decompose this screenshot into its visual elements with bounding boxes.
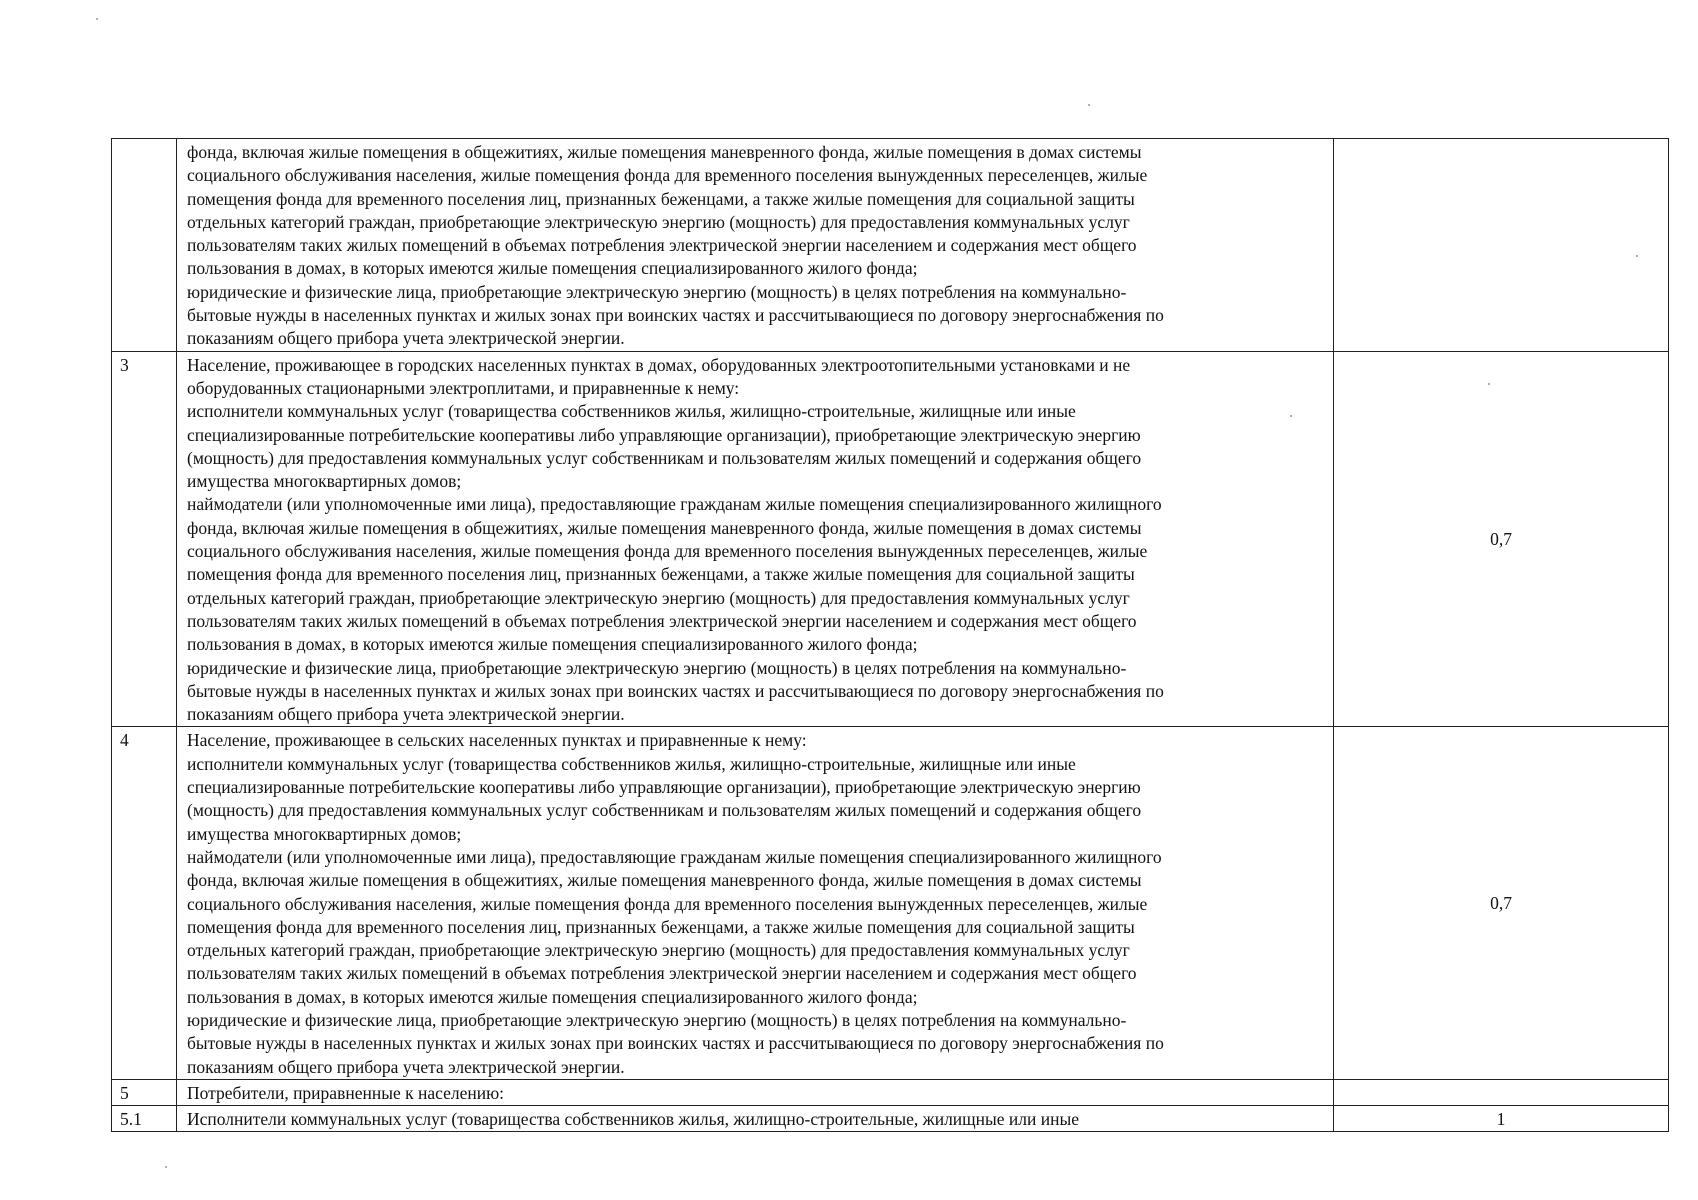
description-paragraph: фонда, включая жилые помещения в общежитиях, жилые помещения маневренного фонда, жилые помещения в домах системы социального обслуживания населения, жилые помещения фонда для временного поселения вынужденных переселенцев, жилые помещения фонда для временного поселения лиц, признанных беженцами, а также жилые помещения для социальной защиты отдельных категорий граждан, приобретающие электрическую энергию (мощность) для предоставления коммунальных услуг пользователям таких жилых помещений в объемах потребления электрической энергии населением и содержания мест общего пользования в домах, в которых имеются жилые помещения специализированного жилого фонда; bbox=[187, 142, 1148, 279]
row-value bbox=[1334, 139, 1669, 352]
row-value: 0,7 bbox=[1334, 351, 1669, 727]
description-paragraph: исполнители коммунальных услуг (товарищества собственников жилья, жилищно-строительные, жилищные или иные специализированные потребительские кооперативы либо управляющие организации), приобретающие электрическую энергию (мощность) для предоставления коммунальных услуг собственникам и пользователям жилых помещений и содержания общего имущества многоквартирных домов; bbox=[187, 401, 1142, 492]
scan-speck bbox=[165, 1166, 167, 1168]
row-description bbox=[177, 1079, 1334, 1105]
row-value: 0,7 bbox=[1334, 727, 1669, 1079]
row-description bbox=[177, 1106, 1334, 1132]
row-number: 4 bbox=[112, 727, 177, 1079]
scan-speck bbox=[96, 18, 98, 20]
row-description bbox=[177, 727, 1334, 1079]
description-paragraph: Потребители, приравненные к населению: bbox=[187, 1082, 505, 1103]
row-number: 5 bbox=[112, 1079, 177, 1105]
table-row bbox=[112, 727, 1669, 1079]
description-paragraph: наймодатели (или уполномоченные ими лица), предоставляющие гражданам жилые помещения специализированного жилищного фонда, включая жилые помещения в общежитиях, жилые помещения маневренного фонда, жилые помещения в домах системы социального обслуживания населения, жилые помещения фонда для временного поселения вынужденных переселенцев, жилые помещения фонда для временного поселения лиц, признанных беженцами, а также жилые помещения для социальной защиты отдельных категорий граждан, приобретающие электрическую энергию (мощность) для предоставления коммунальных услуг пользователям таких жилых помещений в объемах потребления электрической энергии населением и содержания мест общего пользования в домах, в которых имеются жилые помещения специализированного жилого фонда; bbox=[187, 494, 1162, 655]
description-paragraph: исполнители коммунальных услуг (товарищества собственников жилья, жилищно-строительные, жилищные или иные специализированные потребительские кооперативы либо управляющие организации), приобретающие электрическую энергию (мощность) для предоставления коммунальных услуг собственникам и пользователям жилых помещений и содержания общего имущества многоквартирных домов; bbox=[187, 753, 1142, 844]
table-row bbox=[112, 139, 1669, 352]
row-number: 3 bbox=[112, 351, 177, 727]
row-value bbox=[1334, 1079, 1669, 1105]
row-value: 1 bbox=[1334, 1106, 1669, 1132]
table-row bbox=[112, 1106, 1669, 1132]
row-description bbox=[177, 139, 1334, 352]
row-description bbox=[177, 351, 1334, 727]
tariff-table bbox=[111, 138, 1669, 1132]
description-paragraph: юридические и физические лица, приобретающие электрическую энергию (мощность) в целях потребления на коммунально- бытовые нужды в населенных пунктах и жилых зонах при воинских частях и рассчитывающиеся по договору энергоснабжения по показаниям общего прибора учета электрической энергии. bbox=[187, 657, 1164, 725]
description-paragraph: юридические и физические лица, приобретающие электрическую энергию (мощность) в целях потребления на коммунально- бытовые нужды в населенных пунктах и жилых зонах при воинских частях и рассчитывающиеся по договору энергоснабжения по показаниям общего прибора учета электрической энергии. bbox=[187, 281, 1164, 349]
description-paragraph: юридические и физические лица, приобретающие электрическую энергию (мощность) в целях потребления на коммунально- бытовые нужды в населенных пунктах и жилых зонах при воинских частях и рассчитывающиеся по договору энергоснабжения по показаниям общего прибора учета электрической энергии. bbox=[187, 1009, 1164, 1077]
row-number: 5.1 bbox=[112, 1106, 177, 1132]
table-row bbox=[112, 351, 1669, 727]
row-number bbox=[112, 139, 177, 352]
description-paragraph: Исполнители коммунальных услуг (товарищества собственников жилья, жилищно-строительные, жилищные или иные bbox=[187, 1109, 1080, 1130]
description-paragraph: наймодатели (или уполномоченные ими лица), предоставляющие гражданам жилые помещения специализированного жилищного фонда, включая жилые помещения в общежитиях, жилые помещения маневренного фонда, жилые помещения в домах системы социального обслуживания населения, жилые помещения фонда для временного поселения вынужденных переселенцев, жилые помещения фонда для временного поселения лиц, признанных беженцами, а также жилые помещения для социальной защиты отдельных категорий граждан, приобретающие электрическую энергию (мощность) для предоставления коммунальных услуг пользователям таких жилых помещений в объемах потребления электрической энергии населением и содержания мест общего пользования в домах, в которых имеются жилые помещения специализированного жилого фонда; bbox=[187, 846, 1162, 1007]
scan-speck bbox=[1088, 104, 1090, 106]
description-paragraph: Население, проживающее в городских населенных пунктах в домах, оборудованных электроотопительными установками и не оборудованных стационарными электроплитами, и приравненные к нему: bbox=[187, 354, 1131, 398]
description-paragraph: Население, проживающее в сельских населенных пунктах и приравненные к нему: bbox=[187, 730, 807, 751]
table-row bbox=[112, 1079, 1669, 1105]
